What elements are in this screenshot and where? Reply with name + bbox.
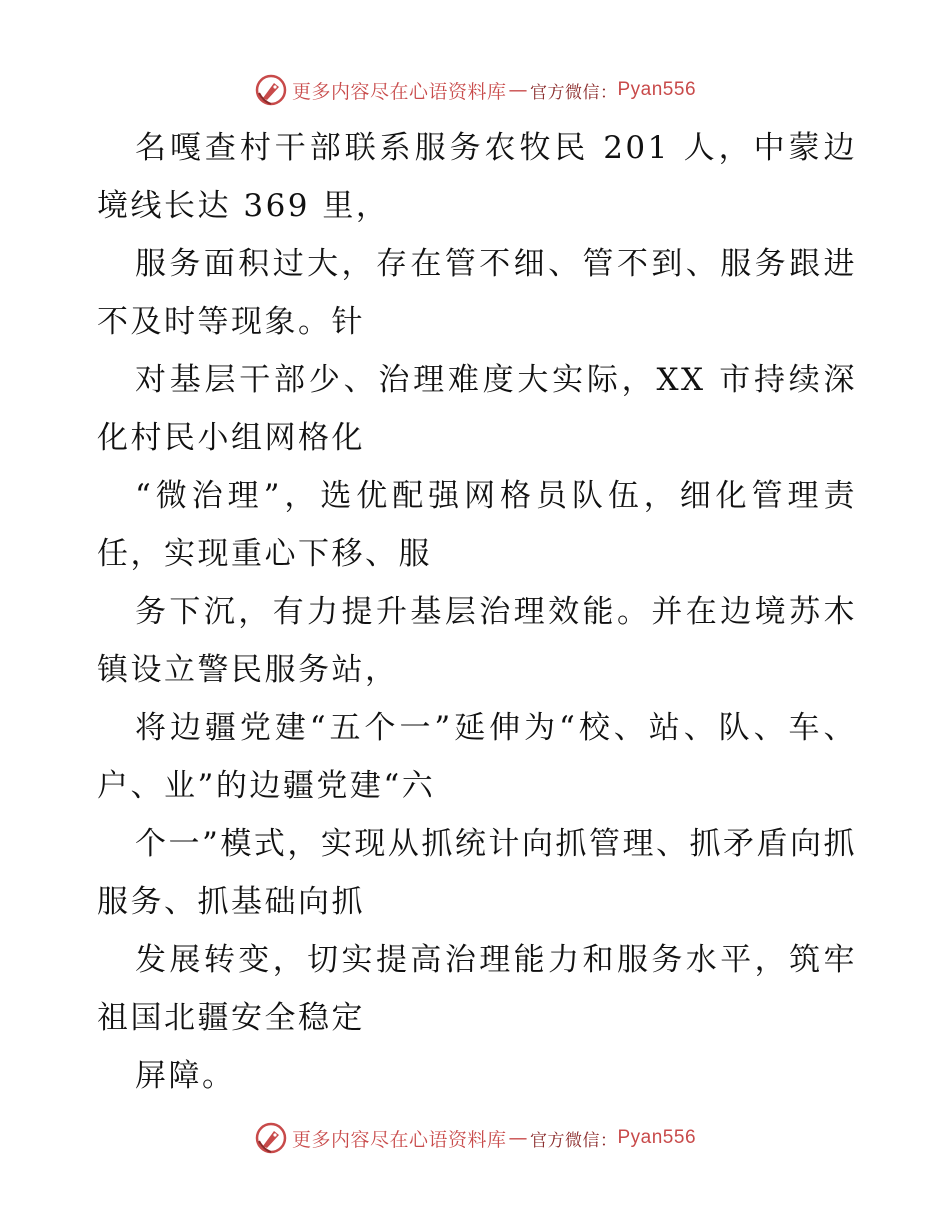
banner-wechat-label: 官方微信： [530, 1130, 618, 1151]
paragraph: 名嘎查村干部联系服务农牧民 201 人，中蒙边境线长达 369 里， [97, 130, 857, 224]
banner-site-text: 更多内容尽在心语资料库 [291, 80, 507, 103]
paragraph: “微治理”，选优配强网格员队伍，细化管理责任，实现重心下移、服 [97, 478, 857, 572]
banner-wechat-id: Pyan556 [617, 79, 697, 100]
paragraph: 屏障。 [135, 1058, 236, 1094]
paragraph: 务下沉，有力提升基层治理效能。并在边境苏木镇设立警民服务站， [97, 594, 857, 688]
footer-watermark-banner [0, 1118, 950, 1158]
document-body [97, 119, 857, 1105]
paragraph: 个一”模式，实现从抓统计向抓管理、抓矛盾向抓服务、抓基础向抓 [97, 826, 857, 920]
pen-nib-circle-icon [254, 73, 288, 107]
banner-wechat-label: 官方微信： [530, 82, 618, 103]
banner-wechat-id: Pyan556 [617, 1127, 697, 1148]
banner-dash: — [508, 79, 528, 101]
pen-nib-circle-icon [254, 1121, 288, 1155]
paragraph: 对基层干部少、治理难度大实际，XX 市持续深化村民小组网格化 [97, 362, 857, 456]
paragraph: 服务面积过大，存在管不细、管不到、服务跟进不及时等现象。针 [97, 246, 857, 340]
banner-dash: — [508, 1127, 528, 1149]
paragraph: 发展转变，切实提高治理能力和服务水平，筑牢祖国北疆安全稳定 [97, 942, 857, 1036]
header-watermark-banner [0, 70, 950, 110]
paragraph: 将边疆党建“五个一”延伸为“校、站、队、车、户、业”的边疆党建“六 [97, 710, 857, 804]
banner-site-text: 更多内容尽在心语资料库 [291, 1128, 507, 1151]
